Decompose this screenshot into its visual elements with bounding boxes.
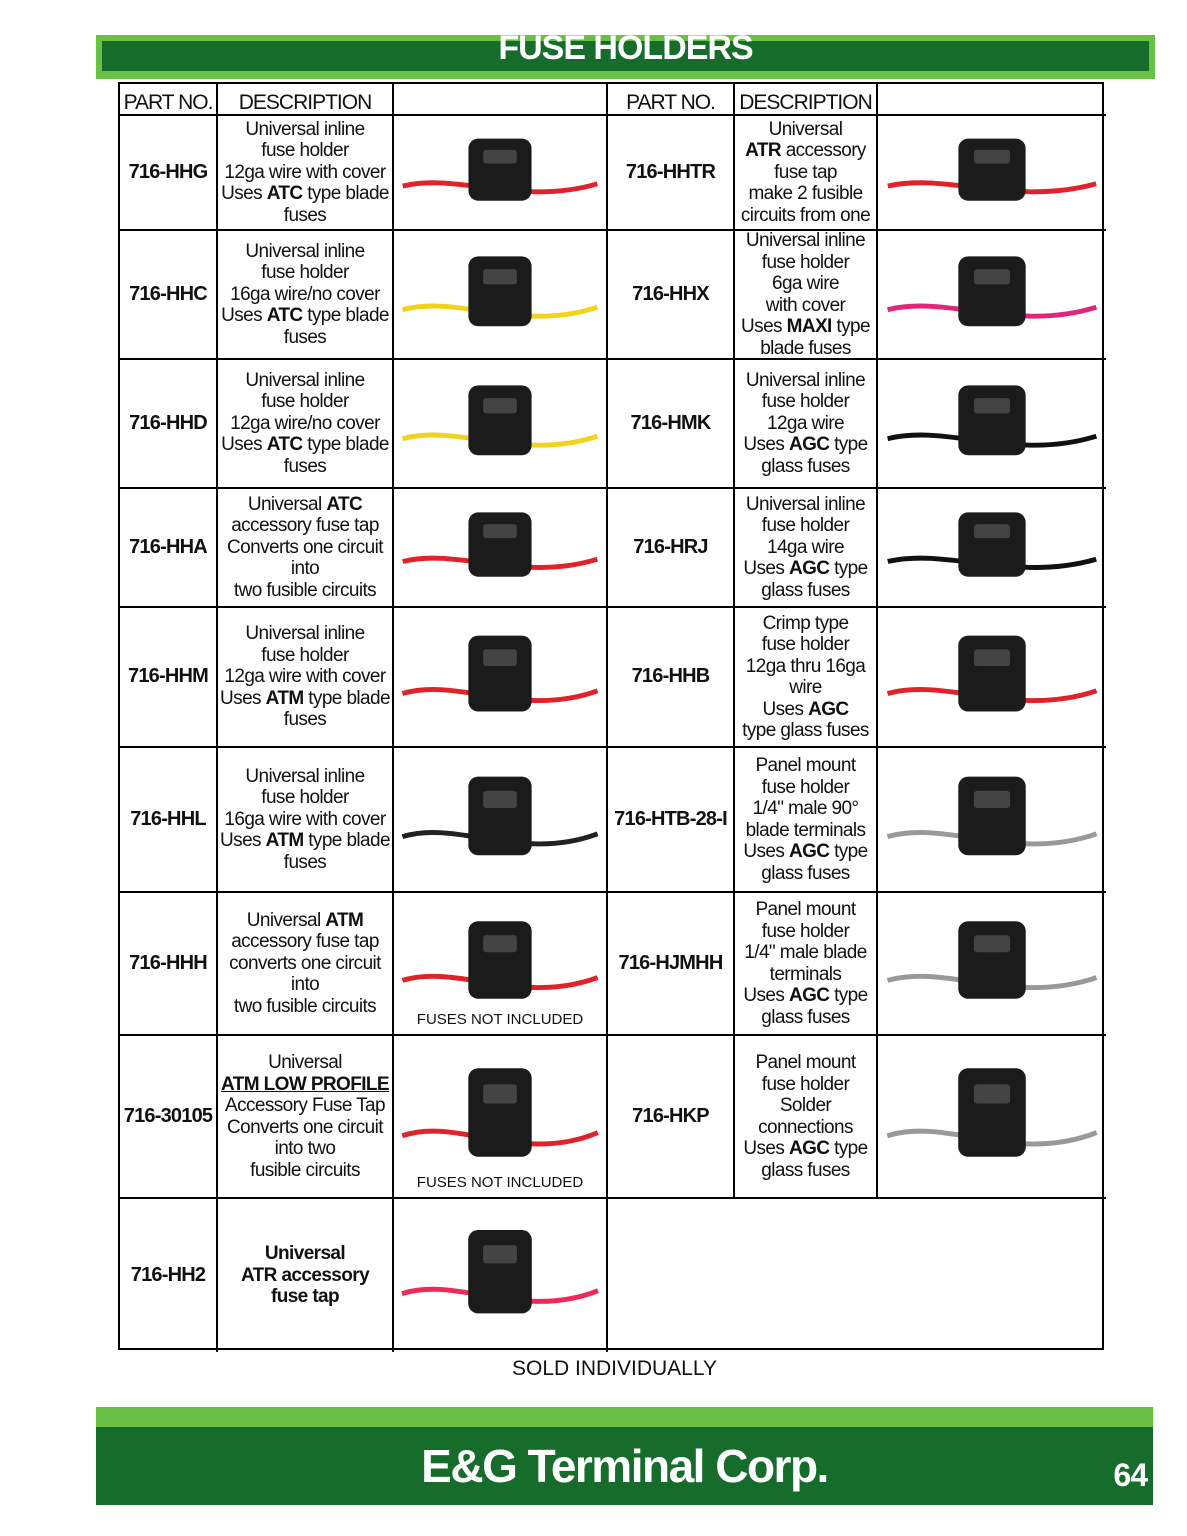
description-line [762,515,849,537]
description-text: into two [274,1138,336,1159]
description-text: fuse holder [761,391,850,413]
description-line [268,1052,342,1074]
part-number: 716-HJMHH [608,893,735,1036]
fuse-holder-icon [394,748,606,891]
description-line [762,777,849,799]
description-line [769,119,843,141]
fuse-holder-icon [394,489,606,606]
description-line [767,413,844,435]
description-line [241,1265,369,1287]
product-image [394,748,608,893]
description-text: type [829,985,868,1006]
description-line [230,284,380,306]
description-text: Universal inline [745,369,866,391]
description-text: make 2 fusible [748,183,863,205]
description-line [220,830,390,852]
description-line [234,580,376,602]
description-text: fuse holder [761,776,850,798]
fuse-holder-icon [394,360,606,487]
part-number: 716-HMK [608,360,735,489]
description-text: accessory [781,140,866,162]
part-number: 716-HHD [120,360,218,489]
description-line [746,370,865,392]
description-text: glass fuses [761,862,850,884]
fuse-holder-icon [878,489,1106,606]
description-line [758,1117,853,1139]
description-line [261,262,348,284]
description-text: type glass fuses [742,720,869,741]
description-line [248,494,362,516]
description-text: type blade [303,687,390,709]
description-text: Universal [246,909,326,931]
description [735,116,878,231]
description-line [743,1138,867,1160]
description-text: Universal [247,493,327,515]
description-line [245,241,364,263]
description-line [284,327,326,349]
part-number: 716-HHM [120,608,218,748]
description-text: 16ga wire with cover [224,808,386,830]
description-text: accessory fuse tap [231,931,379,953]
fuse-type-highlight: AGC [788,1138,830,1159]
product-image [878,231,1106,360]
description-line [275,1138,336,1160]
fuse-holder-icon [878,608,1106,746]
description-text: type blade [302,305,389,327]
description-line [761,1160,849,1182]
product-image [394,893,608,1036]
description-text: type [829,1138,868,1159]
description-line [245,119,364,141]
description-text: two fusible circuits [233,995,377,1017]
product-image [394,231,608,360]
fuse-holder-icon [394,1199,606,1352]
part-number: 716-HRJ [608,489,735,608]
description-line [221,183,389,205]
description-text: fuses [283,204,327,226]
description-text: fuse holder [261,644,349,666]
description-line [742,720,869,742]
column-header-description: DESCRIPTION [218,84,394,116]
description-text: Uses [762,698,809,720]
column-header-description: DESCRIPTION [735,84,878,116]
description-line [743,985,867,1007]
fuse-type-highlight: ATC [266,183,303,205]
part-number: 716-HKP [608,1036,735,1199]
description-line [760,338,851,360]
description-text: Universal inline [245,765,365,787]
description-line [291,558,319,580]
description-line [741,316,870,338]
description-text: fuse holder [761,515,850,537]
description-line [763,699,849,721]
fuse-type-highlight: AGC [788,558,830,580]
description-line [748,183,862,205]
description-line [761,456,849,478]
part-number: 716-HHC [120,231,218,360]
description-text: Uses [220,830,266,852]
part-number: 716-HTB-28-I [608,748,735,893]
part-number: 716-HHL [120,748,218,893]
description-line [772,273,839,295]
description [218,116,394,231]
description-line [261,391,348,413]
description-line [763,613,849,635]
description-line [770,964,842,986]
part-number: 716-HH2 [120,1199,218,1352]
description-text: fuses [283,851,327,873]
description-text: connections [758,1116,853,1138]
description-text: fuse holder [761,1073,850,1095]
description-line [284,456,326,478]
description-line [261,645,348,667]
description-text: glass fuses [761,1006,850,1028]
description-line [745,140,866,162]
fuse-holder-icon [878,748,1106,891]
fuse-type-highlight: AGC [788,985,830,1006]
description-text: Solder [779,1095,832,1116]
product-image [878,893,1106,1036]
column-header-part-no: PART NO. [608,84,735,116]
description [218,231,394,360]
product-image [394,1199,608,1352]
description-line [746,494,865,516]
description-line [245,623,364,645]
description-line [224,809,385,831]
description-text: Converts one circuit [227,1116,383,1138]
description-text: Universal [768,118,843,140]
description [218,748,394,893]
description-text: fuses [283,326,327,348]
description-text: two fusible circuits [233,579,377,601]
company-name: E&G Terminal Corp. [421,1440,828,1492]
description-text: Universal inline [245,118,365,140]
product-image [394,360,608,489]
fuse-type-highlight: ATM [265,830,304,852]
description [218,1199,394,1352]
description-text: fuse holder [261,787,349,809]
description-text: Uses [221,305,267,327]
description-text: type blade [302,434,389,456]
part-number: 716-30105 [120,1036,218,1199]
fuse-type-highlight: ATC [326,493,363,515]
description-line [789,677,821,699]
description-line [245,370,364,392]
description-text: with cover [765,294,846,316]
part-number: 716-HHB [608,608,735,748]
fuse-type-highlight: ATR accessory [240,1264,370,1286]
description-text: 12ga wire with cover [224,161,386,183]
fuse-type-highlight: ATM [325,909,364,931]
description-text: fuse holder [261,391,349,413]
fuse-holder-icon [878,1036,1106,1197]
description-line [746,231,865,252]
description-text: Universal inline [245,240,365,262]
description-line [762,921,849,943]
description-text: Universal [268,1052,342,1073]
description-text: 14ga wire [767,536,844,558]
description-text: type [831,316,870,337]
part-number: 716-HHG [120,116,218,231]
description [218,360,394,489]
description-line [744,942,866,964]
description-line [231,931,379,953]
description-text: accessory fuse tap [231,515,379,537]
fuse-holder-icon [878,893,1106,1034]
header-banner [96,29,1155,79]
description-line [743,558,867,580]
page-number: 64 [1113,1457,1147,1493]
fuse-type-highlight: ATM [265,687,304,709]
description-line [743,434,867,456]
description-line [271,1286,339,1308]
description-text: type [829,434,868,456]
fuse-type-highlight: MAXI [786,316,832,337]
description-text: type [829,558,868,580]
description-text: terminals [769,963,842,985]
product-image [878,360,1106,489]
description-text: 12ga wire with cover [224,666,386,688]
description-text: Panel mount [755,755,856,776]
fuse-type-highlight: ATR [745,140,782,162]
fuse-type-highlight: AGC [788,841,830,862]
description-line [767,537,844,559]
description-text: fuse holder [261,140,349,162]
description-text: Universal inline [245,369,365,391]
description-line [231,515,379,537]
description [735,360,878,489]
column-header-image [878,84,1106,116]
description-line [265,1243,345,1265]
description-line [225,1095,385,1117]
footer-banner [96,1407,1153,1505]
description-text: fuse holder [761,920,850,942]
description-text: Uses [221,434,267,456]
description-text: Universal inline [745,231,866,251]
product-image [878,1036,1106,1199]
sold-individually-note: SOLD INDIVIDUALLY [511,1357,717,1380]
description [735,489,878,608]
description-text: Universal inline [245,623,365,645]
description-line [284,852,326,874]
description-text: into [290,974,320,996]
product-image [878,748,1106,893]
product-image [878,116,1106,231]
column-header-part-no: PART NO. [120,84,218,116]
description-text: 1/4" male blade [744,942,867,963]
description [218,893,394,1036]
description-line [261,787,348,809]
description-text: Crimp type [762,612,849,634]
fuses-not-included-note: FUSES NOT INCLUDED [416,1010,584,1028]
product-image [394,489,608,608]
fuse-holder-icon [394,116,606,229]
description-line [746,820,866,842]
fuse-holder-icon [394,608,606,746]
description-line [766,295,846,317]
description-line [221,1074,389,1096]
description-text: Panel mount [755,1052,856,1073]
description-text: blade terminals [745,819,866,841]
description-text: fuse holder [761,251,850,273]
description-line [224,666,385,688]
part-number: 716-HHA [120,489,218,608]
description-line [250,1160,360,1182]
description-text: fuses [283,709,327,731]
fuse-type-highlight: ATM LOW PROFILE [221,1073,389,1095]
description-text: converts one circuit [229,952,381,974]
description-text: Accessory Fuse Tap [225,1095,385,1116]
description-line [221,305,389,327]
description [735,893,878,1036]
description-line [229,953,381,975]
description-text: Universal inline [745,493,866,515]
description [218,608,394,748]
footer-band [96,1427,1153,1505]
description-text: 16ga wire/no cover [230,283,380,305]
description-text: type blade [302,183,389,205]
description [735,748,878,893]
description-text: circuits from one [740,204,871,226]
fuses-not-included-note: FUSES NOT INCLUDED [416,1173,584,1191]
description-text: 12ga thru 16ga [745,655,866,677]
product-image [394,1036,608,1199]
description-text: fuses [283,455,327,477]
description-text: Uses [220,687,266,709]
empty-cell [608,1199,1106,1352]
description-line [284,709,326,731]
description-line [743,841,867,863]
description-text: fuse tap [774,161,837,183]
description-text: Uses [221,183,267,205]
description-line [245,766,364,788]
part-number: 716-HHX [608,231,735,360]
description [735,231,878,360]
description-text: Uses [743,841,789,862]
description-line [761,1007,849,1029]
description-text: 12ga wire/no cover [230,412,380,434]
description-text: fuse holder [761,634,850,655]
description [735,1036,878,1199]
fuse-type-highlight: AGC [788,434,830,456]
description-line [261,140,348,162]
description-text: Uses [743,558,789,580]
fuse-holder-icon [878,360,1106,487]
product-table [118,82,1104,1350]
description-text: Uses [743,985,789,1006]
fuse-holder-icon [878,116,1106,229]
description-text: fuse holder [261,262,349,284]
description-text: glass fuses [761,455,850,477]
description-text: type [829,841,868,862]
fuse-type-highlight: AGC [808,698,849,720]
fuse-holder-icon [394,231,606,358]
description-line [762,391,849,413]
description-text: Uses [743,434,789,456]
description-line [755,755,855,777]
description-line [224,162,385,184]
description-line [761,580,849,602]
description-line [762,634,849,656]
description-text: Panel mount [755,899,856,920]
description-line [247,910,363,932]
description-line [284,205,326,227]
description-line [234,996,376,1018]
fuse-type-highlight: ATC [266,305,303,327]
description-line [762,1074,849,1096]
description-line [746,656,865,678]
description-line [220,688,390,710]
description-text: glass fuses [761,1159,850,1181]
fuse-type-highlight: Universal [264,1243,346,1265]
description-text: blade fuses [760,337,851,359]
description [218,489,394,608]
product-image [394,116,608,231]
description-line [230,413,380,435]
description-line [227,537,383,559]
description-line [755,899,855,921]
description-line [227,1117,383,1139]
description-text: Uses [743,1138,789,1159]
description-text: Uses [741,316,787,337]
product-image [878,608,1106,748]
description-line [753,798,859,820]
description-text: wire [789,677,822,698]
description-text: type blade [303,830,390,852]
description-text: into [290,558,320,580]
description-text: glass fuses [761,579,850,601]
fuse-type-highlight: ATC [266,434,303,456]
description-line [780,1095,831,1117]
product-image [394,608,608,748]
description-line [221,434,389,456]
product-image [878,489,1106,608]
description-line [291,974,319,996]
description-text: 12ga wire [767,412,844,434]
description-line [741,205,870,227]
description-line [761,863,849,885]
description [218,1036,394,1199]
description-line [774,162,837,184]
description-text: fusible circuits [250,1159,360,1181]
part-number: 716-HHTR [608,116,735,231]
page-title: FUSE HOLDERS [498,29,753,67]
description-text: 1/4" male 90° [752,798,859,819]
description-line [762,252,849,274]
description-line [755,1052,855,1074]
description-text: 6ga wire [771,273,840,294]
description [735,608,878,748]
part-number: 716-HHH [120,893,218,1036]
footer-stripe [96,1407,1153,1427]
column-header-image [394,84,608,116]
fuse-type-highlight: fuse tap [270,1286,340,1308]
description-text: Converts one circuit [227,536,383,558]
fuse-holder-icon [878,231,1106,358]
